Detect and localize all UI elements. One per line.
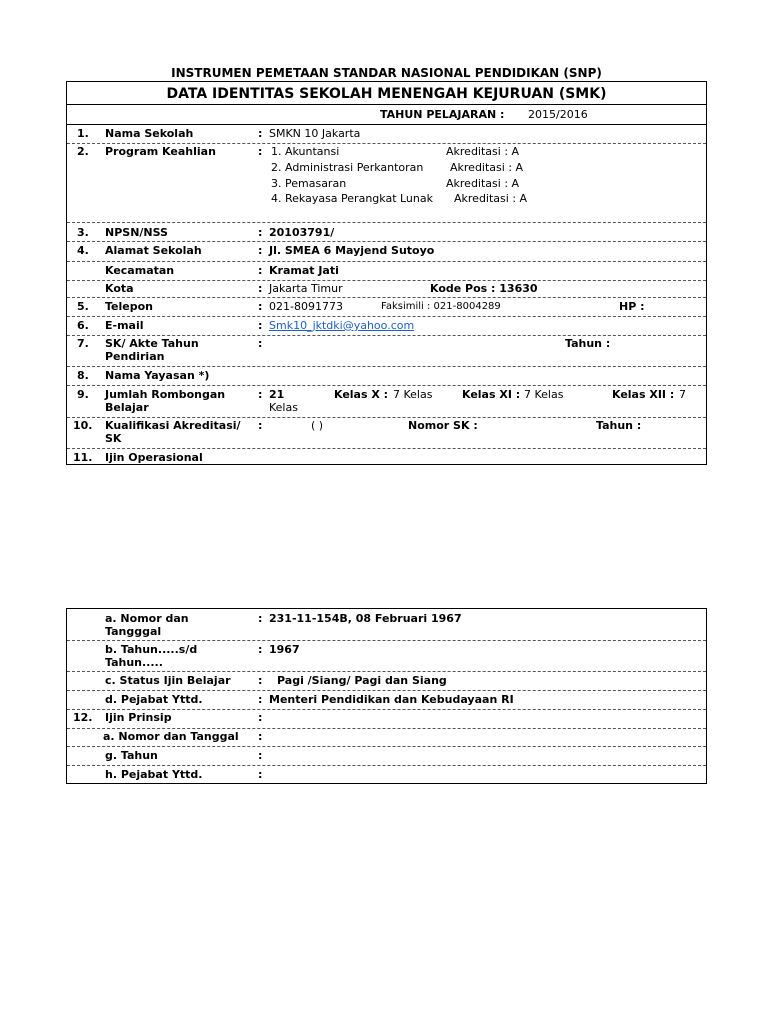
divider — [67, 335, 706, 336]
divider — [67, 709, 706, 710]
colon: : — [258, 226, 263, 239]
row-label: Kecamatan — [105, 264, 175, 277]
divider — [67, 448, 706, 449]
divider — [67, 765, 706, 766]
row-label: Alamat Sekolah — [105, 244, 202, 257]
divider — [67, 280, 706, 281]
row-number: 4. — [77, 244, 89, 257]
faksimili-value: Faksimili : 021-8004289 — [381, 301, 501, 312]
kelas-xii-label: Kelas XII : — [612, 388, 675, 401]
divider — [67, 241, 706, 242]
telepon-value: 021-8091773 — [269, 300, 343, 313]
divider — [67, 366, 706, 367]
row-label: a. Nomor dan — [105, 612, 189, 625]
row-number: 9. — [77, 388, 89, 401]
row-label: h. Pejabat Yttd. — [105, 768, 203, 781]
divider — [67, 671, 706, 672]
row-label: Nama Yayasan *) — [105, 369, 210, 382]
row-label: b. Tahun.....s/d — [105, 643, 198, 656]
divider — [67, 222, 706, 223]
row-number: 2. — [77, 145, 89, 158]
colon: : — [258, 643, 263, 656]
pejabat-value: Menteri Pendidikan dan Kebudayaan RI — [269, 693, 514, 706]
kelas-xii-cont: Kelas — [269, 401, 298, 414]
program-akreditasi: Akreditasi : A — [454, 192, 528, 205]
colon: : — [258, 264, 263, 277]
colon: : — [258, 388, 263, 401]
divider — [67, 261, 706, 262]
tahun-pelajaran-value: 2015/2016 — [528, 108, 588, 121]
row-number: 8. — [77, 369, 89, 382]
ijin-table — [66, 608, 707, 784]
row-label: g. Tahun — [105, 749, 158, 762]
divider — [67, 316, 706, 317]
program-item: 2. Administrasi Perkantoran — [271, 161, 424, 174]
row-label: Kualifikasi Akreditasi/ — [105, 419, 241, 432]
nomor-sk-label: Nomor SK : — [408, 419, 478, 432]
divider — [67, 746, 706, 747]
program-item: 4. Rekayasa Perangkat Lunak — [271, 192, 433, 205]
colon: : — [258, 612, 263, 625]
kota-value: Jakarta Timur — [269, 282, 343, 295]
hp-label: HP : — [619, 300, 645, 313]
colon: : — [258, 337, 263, 350]
row-number: 3. — [77, 226, 89, 239]
divider — [67, 640, 706, 641]
school-name-value: SMKN 10 Jakarta — [269, 127, 361, 140]
row-number: 1. — [77, 127, 89, 140]
divider — [67, 417, 706, 418]
colon: : — [258, 282, 263, 295]
row-label: Ijin Operasional — [105, 451, 203, 464]
row-label: NPSN/NSS — [105, 226, 168, 239]
row-label-cont: SK — [105, 432, 122, 445]
kelas-xi-value: 7 Kelas — [524, 388, 564, 401]
colon: : — [258, 244, 263, 257]
row-label: Kota — [105, 282, 134, 295]
npsn-value: 20103791/ — [269, 226, 335, 239]
row-label-cont: Belajar — [105, 401, 149, 414]
row-label-cont: Tahun..... — [105, 656, 163, 669]
row-number: 6. — [77, 319, 89, 332]
divider — [67, 385, 706, 386]
kecamatan-value: Kramat Jati — [269, 264, 339, 277]
colon: : — [258, 127, 263, 140]
colon: : — [258, 693, 263, 706]
program-item: 3. Pemasaran — [271, 177, 347, 190]
divider — [67, 297, 706, 298]
colon: : — [258, 674, 263, 687]
identity-table — [66, 81, 707, 465]
row-label: Ijin Prinsip — [105, 711, 172, 724]
status-ijin-value: Pagi /Siang/ Pagi dan Siang — [277, 674, 447, 687]
colon: : — [258, 300, 263, 313]
table-title: DATA IDENTITAS SEKOLAH MENENGAH KEJURUAN (SMK) — [166, 86, 607, 102]
colon: : — [258, 749, 263, 762]
divider — [67, 124, 706, 125]
divider — [67, 104, 706, 105]
ijin-nomor-value: 231-11-154B, 08 Februari 1967 — [269, 612, 462, 625]
row-number: 7. — [77, 337, 89, 350]
program-akreditasi: Akreditasi : A — [446, 145, 520, 158]
tahun-label: Tahun : — [565, 337, 611, 350]
rombel-value: 21 — [269, 388, 285, 401]
row-number: 12. — [73, 711, 93, 724]
row-label: Jumlah Rombongan — [105, 388, 226, 401]
program-akreditasi: Akreditasi : A — [446, 177, 520, 190]
colon: : — [258, 145, 263, 158]
ijin-tahun-value: 1967 — [269, 643, 300, 656]
colon: : — [258, 319, 263, 332]
program-item: 1. Akuntansi — [271, 145, 340, 158]
program-akreditasi: Akreditasi : A — [450, 161, 524, 174]
kelas-xii-value: 7 — [679, 388, 686, 401]
row-label: Nama Sekolah — [105, 127, 194, 140]
row-label: Program Keahlian — [105, 145, 216, 158]
colon: : — [258, 711, 263, 724]
tahun-label: Tahun : — [596, 419, 642, 432]
kelas-x-value: 7 Kelas — [393, 388, 433, 401]
divider — [67, 143, 706, 144]
colon: : — [258, 768, 263, 781]
row-label: E-mail — [105, 319, 144, 332]
row-label: d. Pejabat Yttd. — [105, 693, 203, 706]
row-label: c. Status Ijin Belajar — [105, 674, 231, 687]
row-label: SK/ Akte Tahun — [105, 337, 199, 350]
row-label-cont: Tangggal — [105, 625, 162, 638]
row-label-cont: Pendirian — [105, 350, 165, 363]
email-link[interactable]: Smk10_jktdki@yahoo.com — [269, 319, 415, 332]
document-title: INSTRUMEN PEMETAAN STANDAR NASIONAL PENDIDIKAN (SNP) — [171, 66, 602, 80]
row-number: 5. — [77, 300, 89, 313]
row-number: 11. — [73, 451, 93, 464]
row-label: a. Nomor dan Tanggal — [103, 730, 239, 743]
akreditasi-paren: ( ) — [311, 419, 324, 432]
address-value: Jl. SMEA 6 Mayjend Sutoyo — [269, 244, 435, 257]
colon: : — [258, 419, 263, 432]
colon: : — [258, 730, 263, 743]
kode-pos: Kode Pos : 13630 — [430, 282, 538, 295]
row-number: 10. — [73, 419, 93, 432]
kelas-x-label: Kelas X : — [334, 388, 389, 401]
row-label: Telepon — [105, 300, 153, 313]
divider — [67, 728, 706, 729]
tahun-pelajaran-label: TAHUN PELAJARAN : — [380, 108, 505, 121]
kelas-xi-label: Kelas XI : — [462, 388, 521, 401]
divider — [67, 690, 706, 691]
